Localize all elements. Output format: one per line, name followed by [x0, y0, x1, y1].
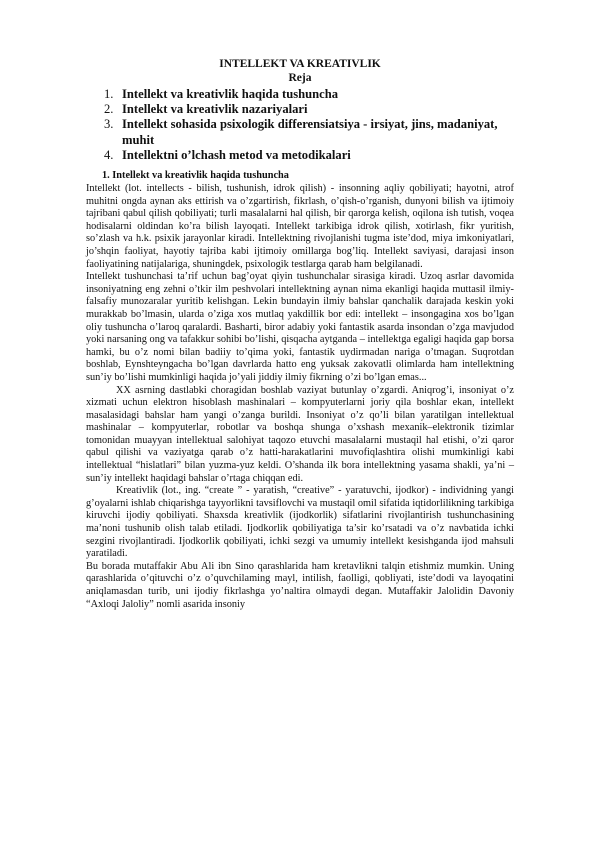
plan-item-text: Intellekt va kreativlik nazariyalari	[122, 102, 308, 117]
plan-item-number: 1.	[104, 87, 114, 101]
plan-item-number: 2.	[104, 102, 114, 117]
plan-item	[86, 87, 514, 102]
plan-item-text: Intellekt sohasida psixologik differensiatsiya - irsiyat, jins, madaniyat, muhit	[122, 117, 498, 147]
body-paragraph: Kreativlik (lot., ing. “create ” - yaratish, “creative” - yaratuvchi, ijodkor) - individning yangi g’oyalarni ishlab chiqarishga tayyorlikni tavsiflovchi va mustaqil omil sifatida iqtidorlilikning tarkibiga kiruvchi ijodiy qobiliyati. Shaxsda kreativlik (ijodkorlik) sifatlarini rivojlantirish tushunchasining ma’noni tushunib olish talab etiladi. Ijodkorlik qobiliyatiga ta’sir ko’rsatadi va o’z navbatida ichki sezgini rivojlantiradi. Ijodkorlik qobiliyati, ichki sezgi va umumiy intellekt kesishganda ijod mahsuli yaratiladi.	[86, 485, 514, 560]
plan-list	[86, 87, 514, 163]
section-heading: 1. Intellekt va kreativlik haqida tushuncha	[102, 170, 289, 182]
plan-item-text: Intellekt va kreativlik haqida tushuncha	[122, 87, 339, 101]
plan-item-text: Intellektni o’lchash metod va metodikalari	[122, 147, 351, 162]
plan-heading: Reja	[288, 72, 312, 84]
plan-item-number: 4.	[104, 147, 114, 162]
body-paragraph: Bu borada mutaffakir Abu Ali ibn Sino qarashlarida ham kretavlikni talqin etishmiz mumkin. Uning qarashlarida o’qituvchi o’z o’quvchilaming mayl, intilish, faolligi, qobliyati, iste’dodi va layoqatini aniqlamasdan turib, uni ijodiy fikrlashga yo’naltira olmaydi degan. Mutaffakir Jalolidin Davoniy “Axloqi Jaloliy” nomli asarida insoniy	[86, 560, 514, 610]
body-paragraph: XX asrning dastlabki choragidan boshlab vaziyat butunlay o’zgardi. Aniqrog’i, insoniyat o’z xizmati uchun elektron hisoblash mashinalari – kompyuterlarni joriy qila boshlar ekan, intellekt masalasidagi bahslar ham yangi o’zanga burildi. Insoniyat o’z qo’li bilan yaratilgan intellektual mashinalar – kompyuterlar, robotlar va boshqa shunga o’xshash mexanik–elektronik tizimlar tomonidan muayyan intellektual salohiyat taqozo etuvchi masalalarni mustaqil hal etishi, o’zi qaror qabul qilishi va vaziyatga qarab o’z hatti-harakatlarini muvofiqlashtira olishi mumkinligi kabi intellektual “hislatlari” bilan yuzma-yuz keldi. O’shanda ilk bora intellektning yasama shakli, ya’ni – sun’iy intellekt haqidagi bahslar o’rtaga chiqqan edi.	[86, 384, 514, 484]
plan-item	[86, 148, 514, 163]
plan-item	[86, 102, 514, 117]
body-paragraph: Intellekt (lot. intellects - bilish, tushunish, idrok qilish) - insonning aqliy qobiliyati; hayotni, atrof muhitni ongda aynan aks ettirish va o’zgartirish, fikrlash, o’qish-o’rganish, dunyoni bilish va ijtimoiy tajribani qabul qilish qobiliyati; turli masalalarni hal qilish, bir qarorga kelish, oqilona ish tutish, voqea hodisalarni oldindan ko’ra bilish layoqati. Intellekt tarkibiga idrok qilish, xotirlash, fikr yuritish, so’zlash va h.k. psixik jarayonlar kiradi. Intellektning rivojlanishi tugma iste’dod, miya imkoniyatlari, jo’shqin faoliyat, hayotiy tajriba kabi ijtimoiy omillarga bog’liq. Intellekt saviyasi, darajasi inson faoliyatining natijalariga, shuningdek, psixologik testlarga qarab ham belgilanadi.	[86, 183, 514, 270]
plan-item	[86, 117, 514, 147]
body-paragraph: Intellekt tushunchasi ta’rif uchun bag’oyat qiyin tushunchalar sirasiga kiradi. Uzoq asrlar davomida insoniyatning eng zehni o’tkir ilm peshvolari intellektning aynan nima ekanligi haqida muttasil ilmiy-falsafiy munozaralar yuritib kelishgan. Lekin bundayin ilmiy bahslar qanchalik darajada keskin yoki murakkab bo’lmasin, ularda o’ziga xos mutlaq yakdillik bor edi: intellekt – insongagina xos bo’lgan oliy tushuncha o’laroq qaralardi. Basharti, biror adabiy yoki fantastik asarda insondan o’zga mavjudod yoki narsaning ong va tafakkur sohibi bo’lishi, qisqacha aytganda – intellektga egaligi haqida gap borsa hamki, bu o’z nomi bilan badiiy to’qima yoki, fantastik uydirmadan nariga o’tmagan. Suqrotdan boshlab, Eynshteyngacha bo’lgan davrlarda hatto eng yuksak zakovatli olimlarda ham intellektning sun’iy bo’lishi mumkinligi haqida jo’yali jiddiy ilmiy fikrning o’zi bo’lgan emas...	[86, 271, 514, 383]
document-title: INTELLEKT VA KREATIVLIK	[219, 58, 381, 70]
plan-item-number: 3.	[104, 117, 114, 132]
document-page	[86, 58, 514, 611]
